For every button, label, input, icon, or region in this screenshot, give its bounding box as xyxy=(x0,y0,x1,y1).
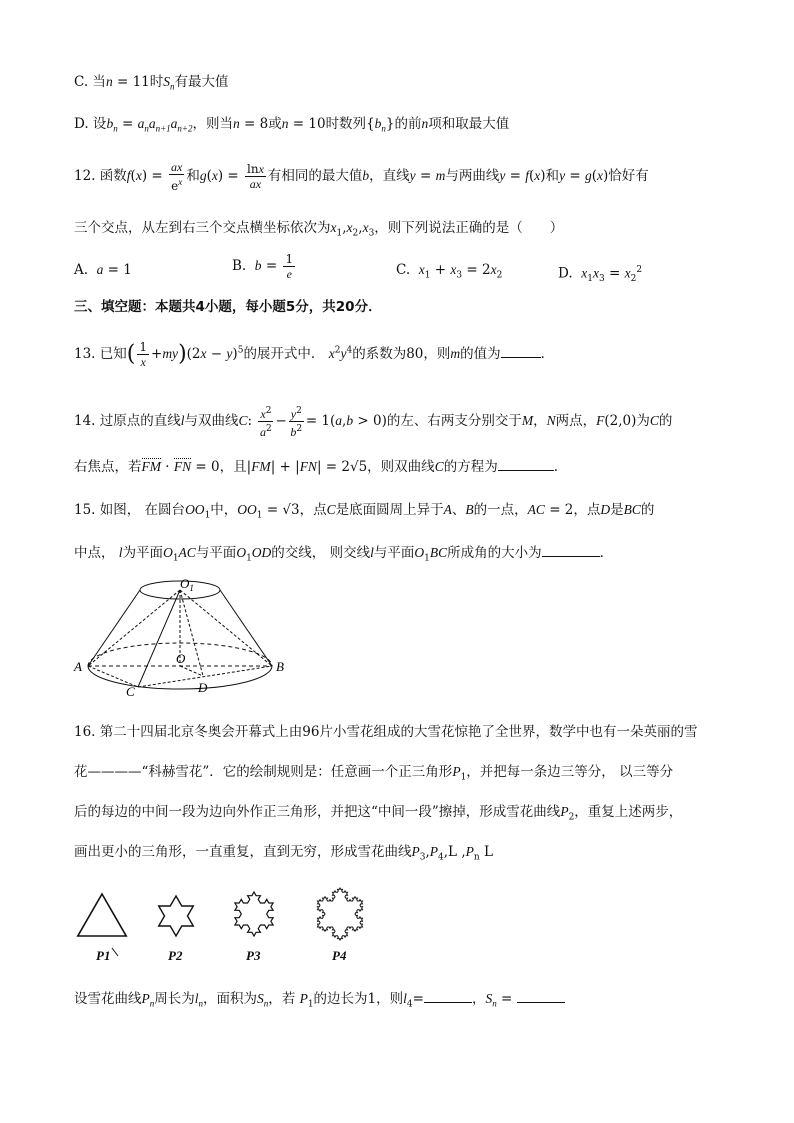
snowflake-p2 xyxy=(159,896,194,936)
q12-option-c: C. $x_1 + x_3 = 2x_2$ xyxy=(396,262,503,281)
label-o: O xyxy=(176,651,186,666)
q16-line2: 花————“科赫雪花”．它的绘制规则是：任意画一个正三角形$P_1$，并把每一条边三等分， 以三等分 xyxy=(74,764,674,783)
option-d: D. 设$b_n = a_na_{n+1}a_{n+2}$，则当n = 8或n = 10时数列$\{b_n\}$的前n项和取最大值 xyxy=(74,116,510,134)
q12-line1: 12. 函数f(x) = $\frac{ax}{e^x}$ 和g(x) = $\frac{\ln x}{ax}$ 有相同的最大值b，直线y = m与两曲线y = f(x)和y = g(x)恰好有 xyxy=(74,160,649,193)
q15-line1: 15. 如图， 在圆台$OO_1$中，$OO_1 = √3$，点C是底面圆周上异于A、B的一点，AC = 2，点D是BC的 xyxy=(74,502,655,521)
label-a: A xyxy=(74,659,82,674)
snowflake-p1 xyxy=(78,894,126,936)
label-o1: $O_1$ xyxy=(180,576,194,593)
snow-label-p1: P1 xyxy=(96,948,111,963)
frustum-figure xyxy=(70,574,290,698)
snow-label-p2: P2 xyxy=(168,948,183,963)
label-d: D xyxy=(198,680,208,695)
q13: 13. 已知( $\frac{1}{x}$ $+my)(2x - y)^5$的展开式中． $x^2y^4$的系数为80，则m的值为 ． xyxy=(74,340,555,369)
option-c: C. 当n = 11时$S_n$有最大值 xyxy=(74,74,229,92)
snow-label-p4: P4 xyxy=(332,948,347,963)
snow-label-p3: P3 xyxy=(246,948,261,963)
q14-line1: 14. 过原点的直线l与双曲线C: $\frac{x^2}{a^2}$ − $\frac{y^2}{b^2}$ = 1(a,b > 0)的左、右两支分别交于M，N两点，F(2,0)为C的 xyxy=(74,406,673,439)
snowflake-p4 xyxy=(318,888,363,940)
q12-option-b: B. b = $\frac{1}{e}$ xyxy=(232,252,294,281)
q12-option-d: D. $x_1x_3 = x_2^2$ xyxy=(558,265,643,285)
section-heading: 三、填空题：本题共4小题，每小题5分，共20分． xyxy=(74,299,382,315)
q16-last-line: 设雪花曲线$P_n$周长为$l_n$，面积为$S_n$，若 $P_1$的边长为1，则$l_4=$ ，$S_n$ = xyxy=(74,988,565,1015)
q16-line3: 后的每边的中间一段为边向外作正三角形，并把这“中间一段”擦掉，形成雪花曲线$P_2$，重复上述两步， xyxy=(74,804,683,823)
q14-line2: 右焦点，若FM · FN = 0，且|FM| + |FN| = 2√5，则双曲线C的方程为 . xyxy=(74,456,558,477)
q12-line2: 三个交点，从左到右三个交点横坐标依次为$x_1,x_2,x_3$，则下列说法正确的是（ ） xyxy=(74,220,564,239)
q16-line4: 画出更小的三角形，一直重复，直到无穷，形成雪花曲线$P_3,P_4,L$ $,P_n$ L xyxy=(74,844,493,863)
label-c: C xyxy=(126,684,135,698)
q15-line2: 中点， l为平面$O_1AC$与平面$O_1OD$的交线， 则交线l与平面$O_1BC$所成角的大小为 ． xyxy=(74,542,613,569)
q16-line1: 16. 第二十四届北京冬奥会开幕式上由96片小雪花组成的大雪花惊艳了全世界，数学中也有一朵英丽的雪 xyxy=(74,724,698,740)
label-b: B xyxy=(276,659,284,674)
q12-option-a: A. a = 1 xyxy=(74,262,132,278)
snowflake-p3 xyxy=(235,892,273,936)
